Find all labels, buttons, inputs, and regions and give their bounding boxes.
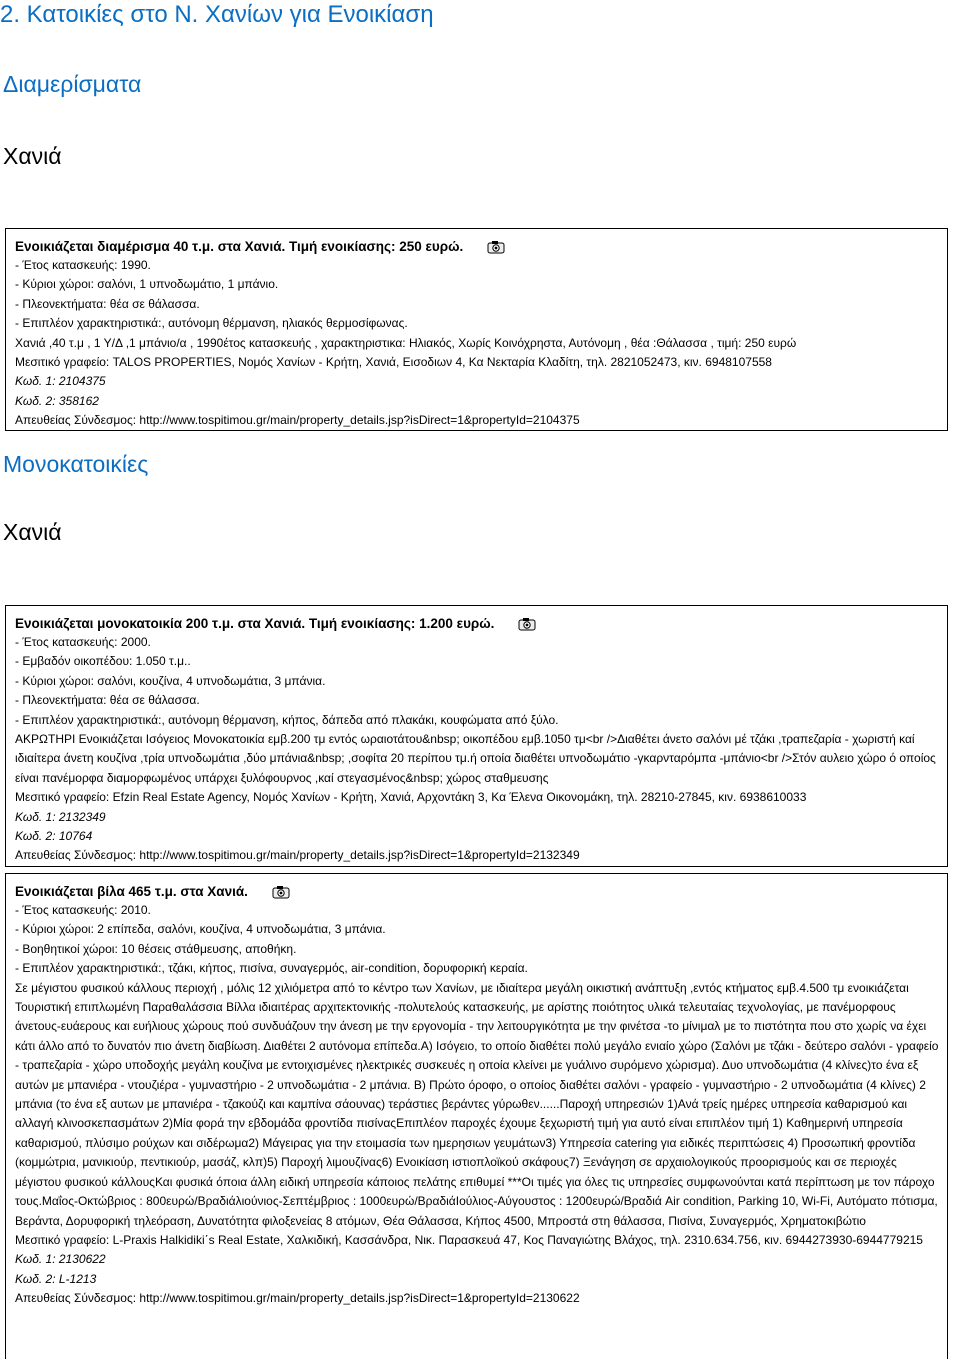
listing-agency: Μεσιτικό γραφείο: L-Praxis Halkidiki΄s Real Estate, Χαλκιδική, Κασσάνδρα, Νικ. Παρασκευά 47, Κος Παναγιώτης Βλάχος, τηλ. 2310.634.756, κιν. 6944273930-6944779215 <box>15 1232 923 1247</box>
listing-description: ΑΚΡΩΤΗΡΙ Ενοικιάζεται Ισόγειος Μονοκατοικία εμβ.200 τμ εντός ωραιοτάτου&nbsp; οικοπέδου εμβ.1050 τμ<br />Διαθέτει άνετο σαλόνι μέ τζάκι ,τραπεζαρία - χωριστή καί ιδιαίτερα άνετη κουζίνα ,τρία υπνοδωμάτια ,δύο μπάνια&nbsp; ,σοφίτα 20 περίπου τμ.ή οποία διαθέτει υπνοδωμάτιο -γκαρνταρόμπα -μπάνιο<br />Στόν αυλειο χώρο ό οποίος είναι πανέμορφα διαμορφωμένος υπάρχει ξυλόφουρνος ,καί στεγασμένος&nbsp; χώρος σταθμευσης <box>15 732 936 785</box>
listing-summary: Χανιά ,40 τ.μ , 1 Υ/Δ ,1 μπάνιο/α , 1990έτος κατασκευής , χαρακτηριστικα: Ηλιακός, Χωρίς Κοινόχρηστα, Αυτόνομη , θέα :Θάλασσα , τιμή: 250 ευρώ <box>15 335 797 350</box>
listing-detail: - Εμβαδόν οικοπέδου: 1.050 τ.μ.. <box>15 654 191 669</box>
listing-card <box>5 228 948 431</box>
city-heading: Χανιά <box>3 519 62 545</box>
listing-code-1: Κωδ. 1: 2104375 <box>15 374 106 389</box>
listing-detail: - Έτος κατασκευής: 1990. <box>15 258 151 272</box>
listing-code-2: Κωδ. 2: 358162 <box>15 393 99 408</box>
listing-detail: - Πλεονεκτήματα: θέα σε θάλασσα. <box>15 296 200 311</box>
listing-description: Σε μέγιστου φυσικού κάλλους περιοχή , μόλις 12 χιλιόμετρα από το κέντρο των Χανίων, με ιδιαίτερα μεγάλη οικιστική ανάπτυξη ,εντός κτήματος εμβ.4.500 τμ ενοικιάζεται Τουριστική επιπλωμένη Παραθαλάσσια Βίλλα ιδιαιτέρας αρχιτεκτονικής -πολυτελούς κατασκευής, με αρίστης ποιότητος υλικά τελευταίας τεχνολογίας, με πανέμορφους άνετους-ευάερους και ευήλιους χώρους πού συνδυάζουν την άνεση με την εργονομία - την λειτουργικότητα με την φινέτσα -το μίνιμαλ με το πιστότητα που στο χωρίς να έχει κάτι άλλο από το δυνατόν πιο άνετη διαβίωση. Διαθέτει 2 αυτόνομα επίπεδα.Α) Ισόγειο, το οποίο διαθέτει πολύ μεγάλο ενιαίο χώρο (Σαλόνι με τζάκι - δεύτερο σαλόνι - γραφείο - τραπεζαρία - χώρο υποδοχής μεγάλη κουζίνα με εντοιχισμένες ηλεκτρικές συσκευές η οποία κλείνει με γυάλινο συρόμενο χώρισμα). Δυο υπνοδωμάτια (4 κλίνες)το ένα εξ αυτών με μπανιέρα - ντουζιέρα - γυμναστήριο - 2 υπνοδωμάτια - 2 μπάνια. Β) Πρώτο όροφο, ο οποίος διαθέτει σαλόνι - γραφείο - γυμναστήριο - 2 υπνοδωμάτια (4 κλίνες) 2 μπάνια (το ένα εξ αυτων με μπανιέρα - τζακούζι και καμπίνα σάουνας) τεράστιες βεράντες γύρωθεν......Παροχή υπηρεσιών 1)Ανά τρείς ημέρες υπηρεσία καθαρισμού και αλλαγή κλινοσκεπασμάτων 2)Μία φορά την εβδομάδα φροντίδα πισίναςΕπιπλέον παροχές έχουμε ξεχωριστή τιμή για αυτό είναι επιπλέον τιμή 1) Καθημερινή υπηρεσία καθαρισμού, πλύσιμο ρούχων και σιδέρωμα2) Μάγειρας για την ετοιμασία των ημερησιων γευμάτων3) Υπηρεσία catering για ειδικές περιπτώσεις 4) Προσωπική φροντίδα (κομμώτρια, μανικιούρ, πεντικιούρ, μασάζ, κλπ)5) Παροχή λιμουζίνας6) Ενοικίαση ιστιοπλοϊκού σκάφους7) Ξενάγηση σε αρχαιολογικούς προορισμούς και σε περιοχές μέγιστου φυσικού κάλλουςΚαι φυσικά όποια άλλη ειδική υπηρεσία κάποιος πελάτης επιθυμεί ***Οι τιμές για όλες τις υπηρεσίες συμφωνούνται κατά περίπτωση με τον πάροχο τους.Μαΐος-Οκτώβριος : 800ευρώ/Βραδιάλιούνιος-Σεπτέμβριος : 1000ευρώ/ΒραδιάΙούλιος-Αύγουστος : 1200ευρώ/Βραδιά Air condition, Parking 10, Wi-Fi, Αυτόματο πότισμα, Βεράντα, Δορυφορική τηλεόραση, Δυνατότητα φιλοξενείας 8 ατόμων, Θέα Θάλασσα, Κήπος 4500, Μπροστά στη θάλασσα, Πισίνα, Συναγερμός, Χρηματοκιβώτιο <box>15 980 939 1228</box>
listing-code-1: Κωδ. 1: 2130622 <box>15 1252 106 1267</box>
listing-detail: - Επιπλέον χαρακτηριστικά:, αυτόνομη θέρμανση, κήπος, δάπεδα από πλακάκι, κουφώματα από ξύλο. <box>15 712 559 727</box>
listing-detail: - Κύριοι χώροι: σαλόνι, κουζίνα, 4 υπνοδωμάτια, 3 μπάνια. <box>15 673 326 688</box>
listing-agency: Μεσιτικό γραφείο: TALOS PROPERTIES, Νομός Χανίων - Κρήτη, Χανιά, Εισοδιων 4, Κα Νεκταρία Κλαδίτη, τηλ. 2821052473, κιν. 6948107558 <box>15 355 772 370</box>
listing-detail: - Έτος κατασκευής: 2010. <box>15 903 151 917</box>
listing-direct-link[interactable]: Απευθείας Σύνδεσμος: http://www.tospitimou.gr/main/property_details.jsp?isDirect=1&propertyId=2132349 <box>15 848 580 863</box>
page-title: 2. Κατοικίες στο Ν. Χανίων για Ενοικίαση <box>0 1 434 28</box>
listing-detail: - Πλεονεκτήματα: θέα σε θάλασσα. <box>15 693 200 708</box>
photo-camera-icon[interactable] <box>487 240 505 254</box>
photo-camera-icon[interactable] <box>518 617 536 631</box>
listing-card <box>5 605 948 867</box>
listing-title: Ενοικιάζεται μονοκατοικία 200 τ.μ. στα Χανιά. Τιμή ενοικίασης: 1.200 ευρώ. <box>15 614 939 633</box>
photo-camera-icon[interactable] <box>272 885 290 899</box>
listing-agency: Μεσιτικό γραφείο: Efzin Real Estate Agency, Νομός Χανίων - Κρήτη, Χανιά, Αρχοντάκη 3, Κα Έλενα Οικονομάκη, τηλ. 28210-27845, κιν. 6938610033 <box>15 790 807 805</box>
listing-detail: - Κύριοι χώροι: σαλόνι, 1 υπνοδωμάτιο, 1 μπάνιο. <box>15 277 279 292</box>
listing-direct-link[interactable]: Απευθείας Σύνδεσμος: http://www.tospitimou.gr/main/property_details.jsp?isDirect=1&propertyId=2130622 <box>15 1291 580 1306</box>
listing-detail: - Επιπλέον χαρακτηριστικά:, τζάκι, κήπος, πισίνα, συναγερμός, air-condition, δορυφορική κεραία. <box>15 961 528 976</box>
listing-detail: - Βοηθητικοί χώροι: 10 θέσεις στάθμευσης, αποθήκη. <box>15 941 297 956</box>
listing-detail: - Κύριοι χώροι: 2 επίπεδα, σαλόνι, κουζίνα, 4 υπνοδωμάτια, 3 μπάνια. <box>15 922 386 937</box>
listing-detail: - Επιπλέον χαρακτηριστικά:, αυτόνομη θέρμανση, ηλιακός θερμοσίφωνας. <box>15 316 408 331</box>
city-heading: Χανιά <box>3 143 62 169</box>
listing-code-2: Κωδ. 2: L-1213 <box>15 1271 97 1286</box>
listing-code-2: Κωδ. 2: 10764 <box>15 829 93 844</box>
listing-detail: - Έτος κατασκευής: 2000. <box>15 635 151 649</box>
listing-card <box>5 873 948 1359</box>
listing-title: Ενοικιάζεται διαμέρισμα 40 τ.μ. στα Χανιά. Τιμή ενοικίασης: 250 ευρώ. <box>15 237 939 256</box>
listing-code-1: Κωδ. 1: 2132349 <box>15 809 106 824</box>
listing-direct-link[interactable]: Απευθείας Σύνδεσμος: http://www.tospitimou.gr/main/property_details.jsp?isDirect=1&propertyId=2104375 <box>15 413 580 428</box>
section-heading-apartments: Διαμερίσματα <box>3 71 142 97</box>
section-heading-houses: Μονοκατοικίες <box>3 451 149 477</box>
listing-title: Ενοικιάζεται βίλα 465 τ.μ. στα Χανιά. <box>15 882 939 901</box>
